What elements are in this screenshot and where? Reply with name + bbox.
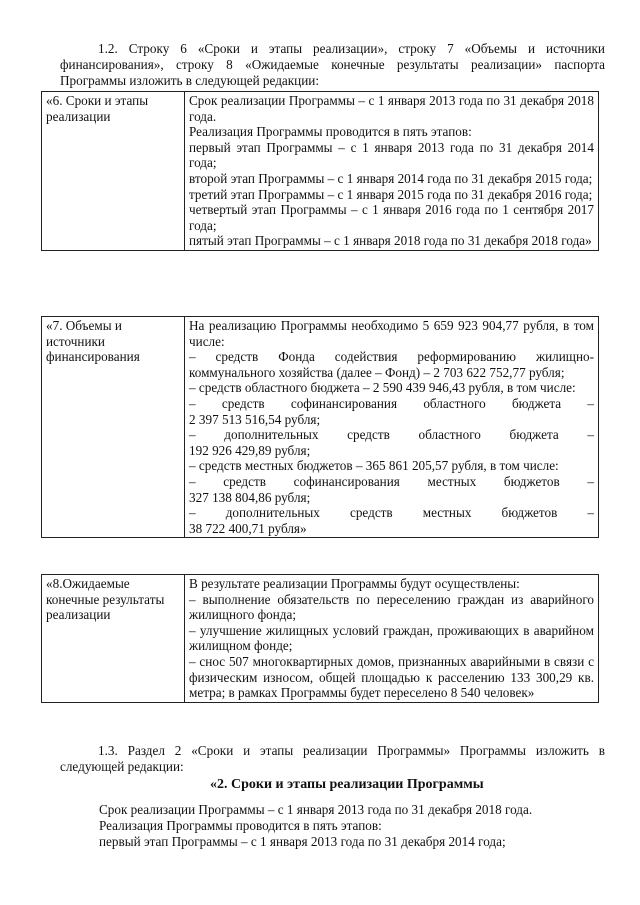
section-line: Срок реализации Программы – с 1 января 2013 года по 31 декабря 2018 года. xyxy=(99,802,533,817)
row7-line: 38 722 400,71 рубля» xyxy=(189,520,307,536)
row8-line: – снос 507 многоквартирных домов, признанных аварийными в связи с физическим износом, общей площадью к расселению 133 300,29 кв. метра; в рамках Программы будет переселено 8 540 человек» xyxy=(189,653,594,701)
row7-line: 192 926 429,89 рубля; xyxy=(189,442,311,458)
row7-line: – дополнительных средств местных бюджетов – xyxy=(189,505,594,521)
row7-line: – средств софинансирования областного бюджета – xyxy=(189,395,594,411)
paragraph-1-2: 1.2. Строку 6 «Сроки и этапы реализации», строку 7 «Объемы и источники финансирования», строку 8 «Ожидаемые конечные результаты реализации» паспорта Программы изложить в следующей редакции: xyxy=(60,41,605,88)
passport-row-6 xyxy=(41,91,599,251)
row6-line: третий этап Программы – с 1 января 2015 года по 31 декабря 2016 года; xyxy=(189,186,593,202)
row7-line: – средств местных бюджетов – 365 861 205,57 рубля, в том числе: xyxy=(189,458,559,474)
row8-content xyxy=(185,575,599,703)
section-line: Реализация Программы проводится в пять этапов: xyxy=(99,818,382,833)
passport-row-8 xyxy=(41,574,599,703)
row7-line: 2 397 513 516,54 рубля; xyxy=(189,411,321,427)
row7-line: – средств Фонда содействия реформированию жилищно-коммунального хозяйства (далее – Фонд) – 2 703 622 752,77 рубля; xyxy=(189,349,594,380)
row6-line: Срок реализации Программы – с 1 января 2013 года по 31 декабря 2018 года. xyxy=(189,93,594,124)
row7-line: На реализацию Программы необходимо 5 659 923 904,77 рубля, в том числе: xyxy=(189,318,594,349)
section-heading: «2. Сроки и этапы реализации Программы xyxy=(210,777,484,792)
row6-line: Реализация Программы проводится в пять этапов: xyxy=(189,124,472,140)
row7-line: 327 138 804,86 рубля; xyxy=(189,489,311,505)
row6-label: «6. Сроки и этапы реализации xyxy=(42,92,185,251)
row7-line: – средств областного бюджета – 2 590 439 946,43 рубля, в том числе: xyxy=(189,380,576,396)
row6-line: второй этап Программы – с 1 января 2014 года по 31 декабря 2015 года; xyxy=(189,170,593,186)
paragraph-1-3: 1.3. Раздел 2 «Сроки и этапы реализации Программы» Программы изложить в следующей редакции: xyxy=(60,743,605,774)
row7-line: – дополнительных средств областного бюджета – xyxy=(189,427,594,443)
row6-line: первый этап Программы – с 1 января 2013 года по 31 декабря 2014 года; xyxy=(189,139,594,171)
row8-line: В результате реализации Программы будут осуществлены: xyxy=(189,576,520,591)
row6-content xyxy=(185,92,599,251)
row8-label: «8.Ожидаемые конечные результаты реализации xyxy=(42,575,185,703)
section-line: первый этап Программы – с 1 января 2013 года по 31 декабря 2014 года; xyxy=(99,834,506,849)
row7-label: «7. Объемы и источники финансирования xyxy=(42,317,185,538)
row6-line: четвертый этап Программы – с 1 января 2016 года по 1 сентября 2017 года; xyxy=(189,202,594,233)
row7-content xyxy=(185,317,599,538)
row7-line: – средств софинансирования местных бюджетов – xyxy=(189,473,594,489)
passport-row-7 xyxy=(41,316,599,538)
row8-line: – улучшение жилищных условий граждан, проживающих в аварийном жилищном фонде; xyxy=(189,622,594,654)
row6-line: пятый этап Программы – с 1 января 2018 года по 31 декабря 2018 года» xyxy=(189,233,592,249)
row8-line: – выполнение обязательств по переселению граждан из аварийного жилищного фонда; xyxy=(189,591,594,623)
